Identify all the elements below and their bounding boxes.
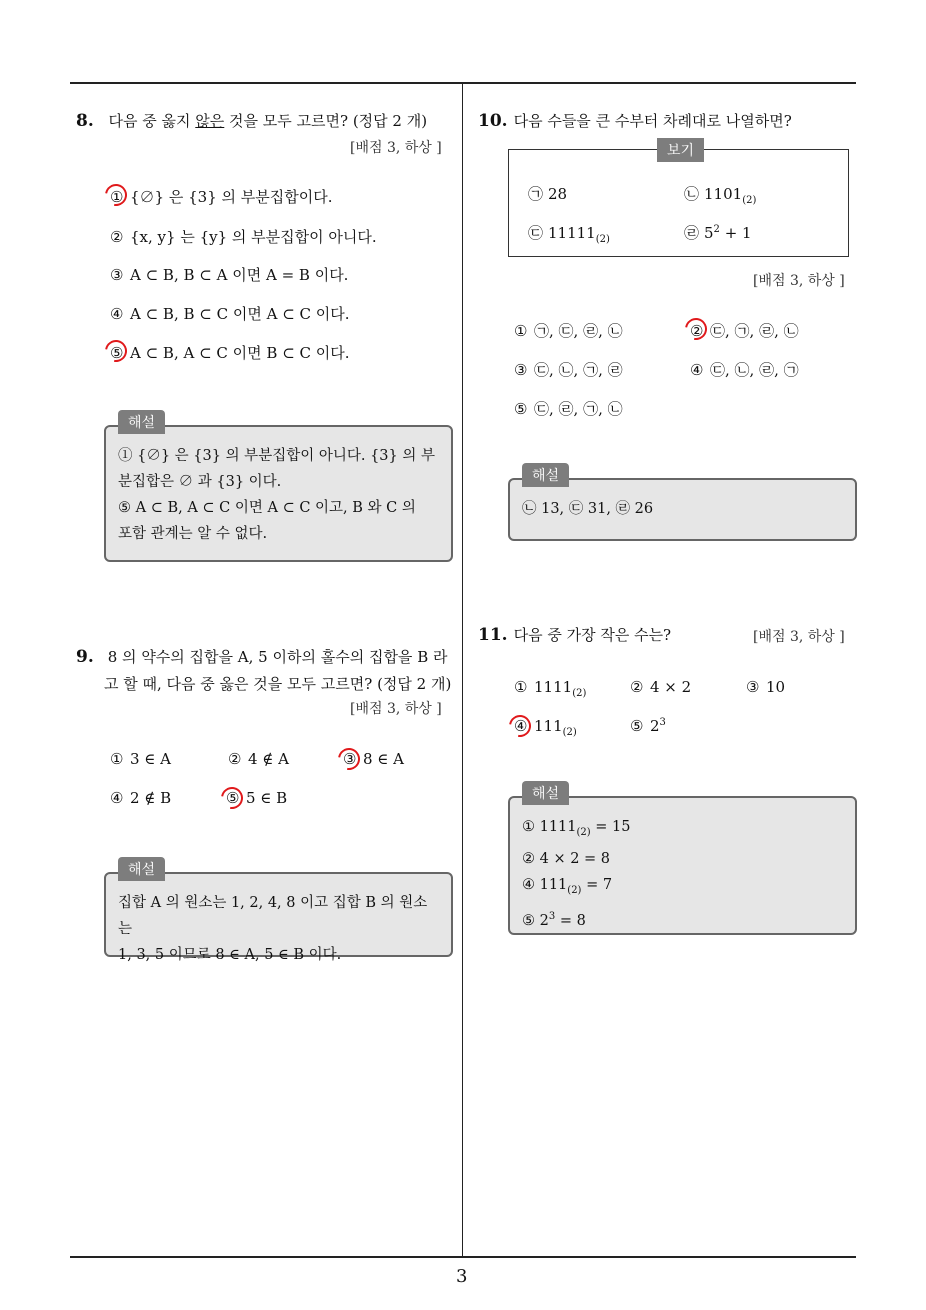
top-rule: [70, 82, 856, 84]
q9-solution-tab: 해설: [118, 857, 165, 881]
q8-solution-tab: 해설: [118, 410, 165, 434]
q10-bogi-item-3: ㉢ $11111_{(2)}$: [528, 224, 610, 245]
solution-line: ② 4 × 2 = 8: [522, 850, 611, 867]
q9-choice-1[interactable]: ① 3 ∈ A: [110, 750, 172, 768]
q11-stem: [478, 624, 671, 645]
q8-number: 8.: [76, 111, 94, 131]
page-number: 3: [456, 1266, 468, 1287]
q9-line-2: 고 할 때, 다음 중 옳은 것을 모두 고르면? (정답 2 개): [104, 675, 452, 693]
q11-choice-1[interactable]: ① $1111_{(2)}$: [514, 678, 587, 699]
q9-line-1: 8 의 약수의 집합을 A, 5 이하의 홀수의 집합을 B 라: [107, 648, 448, 666]
q8-choice-5[interactable]: ⑤ A ⊂ B, A ⊂ C 이면 B ⊂ C 이다.: [110, 344, 350, 362]
q10-choice-2[interactable]: ② ㉢, ㉠, ㉣, ㉡: [690, 322, 799, 340]
q9-number: 9.: [76, 647, 94, 667]
answer-mark: [334, 744, 365, 775]
q8-choice-4[interactable]: ④ A ⊂ B, B ⊂ C 이면 A ⊂ C 이다.: [110, 305, 350, 323]
q11-solution-box: [508, 796, 857, 935]
q8-choice-2[interactable]: ② {x, y} 는 {y} 의 부분집합이 아니다.: [110, 228, 377, 246]
q9-choice-5[interactable]: ⑤ 5 ∈ B: [226, 789, 288, 807]
bottom-rule: [70, 1256, 856, 1258]
q8-text-a: 다음 중 옳지: [108, 112, 196, 130]
q11-solution-tab: 해설: [522, 781, 569, 805]
q9-choice-3[interactable]: ③ 8 ∈ A: [343, 750, 405, 768]
q9-choice-2[interactable]: ② 4 ∉ A: [228, 750, 290, 768]
q8-choice-3[interactable]: ③ A ⊂ B, B ⊂ A 이면 A = B 이다.: [110, 266, 349, 284]
q11-choice-2[interactable]: ② 4 × 2: [630, 678, 692, 696]
q10-bogi-item-2: ㉡ $1101_{(2)}$: [684, 185, 757, 206]
q10-solution-tab: 해설: [522, 463, 569, 487]
q9-choice-4[interactable]: ④ 2 ∉ B: [110, 789, 172, 807]
q8-stem: [76, 110, 427, 131]
q8-score: [배점 3, 하상 ]: [350, 140, 442, 156]
solution-line: ㉡ 13, ㉢ 31, ㉣ 26: [522, 501, 654, 517]
q9-score: [배점 3, 하상 ]: [350, 701, 442, 717]
solution-line: ⑤ $2^3 = 8$: [522, 910, 586, 929]
q10-stem: [478, 110, 792, 131]
solution-line: ① {∅} 은 {3} 의 부분집합이 아니다. {3} 의 부: [118, 448, 435, 464]
q8-text-underlined: 않은: [195, 112, 225, 130]
column-divider: [462, 83, 463, 1258]
solution-line: 집합 A 의 원소는 1, 2, 4, 8 이고 집합 B 의 원소는: [118, 895, 428, 937]
q11-choice-5[interactable]: ⑤ $2^3$: [630, 717, 666, 735]
q10-bogi-item-4: ㉣ $5^2 + 1$: [684, 224, 752, 242]
solution-line: ① $1111_{(2)} = 15$: [522, 819, 631, 838]
q8-text-b: 것을 모두 고르면? (정답 2 개): [224, 112, 428, 130]
solution-line: 1, 3, 5 이므로 8 ∈ A, 5 ∈ B 이다.: [118, 947, 342, 963]
answer-mark: [217, 783, 248, 814]
q10-text: 다음 수들을 큰 수부터 차례대로 나열하면?: [513, 112, 792, 130]
q10-bogi-item-1: ㉠ 28: [528, 185, 568, 203]
q8-solution-box: [104, 425, 453, 562]
q10-choice-5[interactable]: ⑤ ㉢, ㉣, ㉠, ㉡: [514, 400, 623, 418]
solution-line: 포함 관계는 알 수 없다.: [118, 526, 268, 542]
q10-score: [배점 3, 하상 ]: [753, 273, 845, 289]
q9-stem: [76, 646, 447, 667]
solution-line: ⑤ A ⊂ B, A ⊂ C 이면 A ⊂ C 이고, B 와 C 의: [118, 500, 416, 516]
q11-choice-4[interactable]: ④ $111_{(2)}$: [514, 717, 577, 738]
q9-solution-box: [104, 872, 453, 963]
q10-choice-1[interactable]: ① ㉠, ㉢, ㉣, ㉡: [514, 322, 623, 340]
q11-text: 다음 중 가장 작은 수는?: [513, 626, 672, 644]
q10-bogi-tab: 보기: [657, 138, 704, 162]
q10-solution-box: [508, 478, 857, 541]
solution-line: 분집합은 ∅ 과 {3} 이다.: [118, 474, 282, 490]
q11-number: 11.: [478, 625, 508, 645]
q8-choice-1[interactable]: ① {∅} 은 {3} 의 부분집합이다.: [110, 188, 333, 206]
q10-number: 10.: [478, 111, 508, 131]
q10-choice-4[interactable]: ④ ㉢, ㉡, ㉣, ㉠: [690, 361, 799, 379]
q10-choice-3[interactable]: ③ ㉢, ㉡, ㉠, ㉣: [514, 361, 623, 379]
q11-choice-3[interactable]: ③ 10: [746, 678, 786, 696]
solution-line: ④ $111_{(2)} = 7$: [522, 876, 613, 896]
q11-score: [배점 3, 하상 ]: [753, 629, 845, 645]
